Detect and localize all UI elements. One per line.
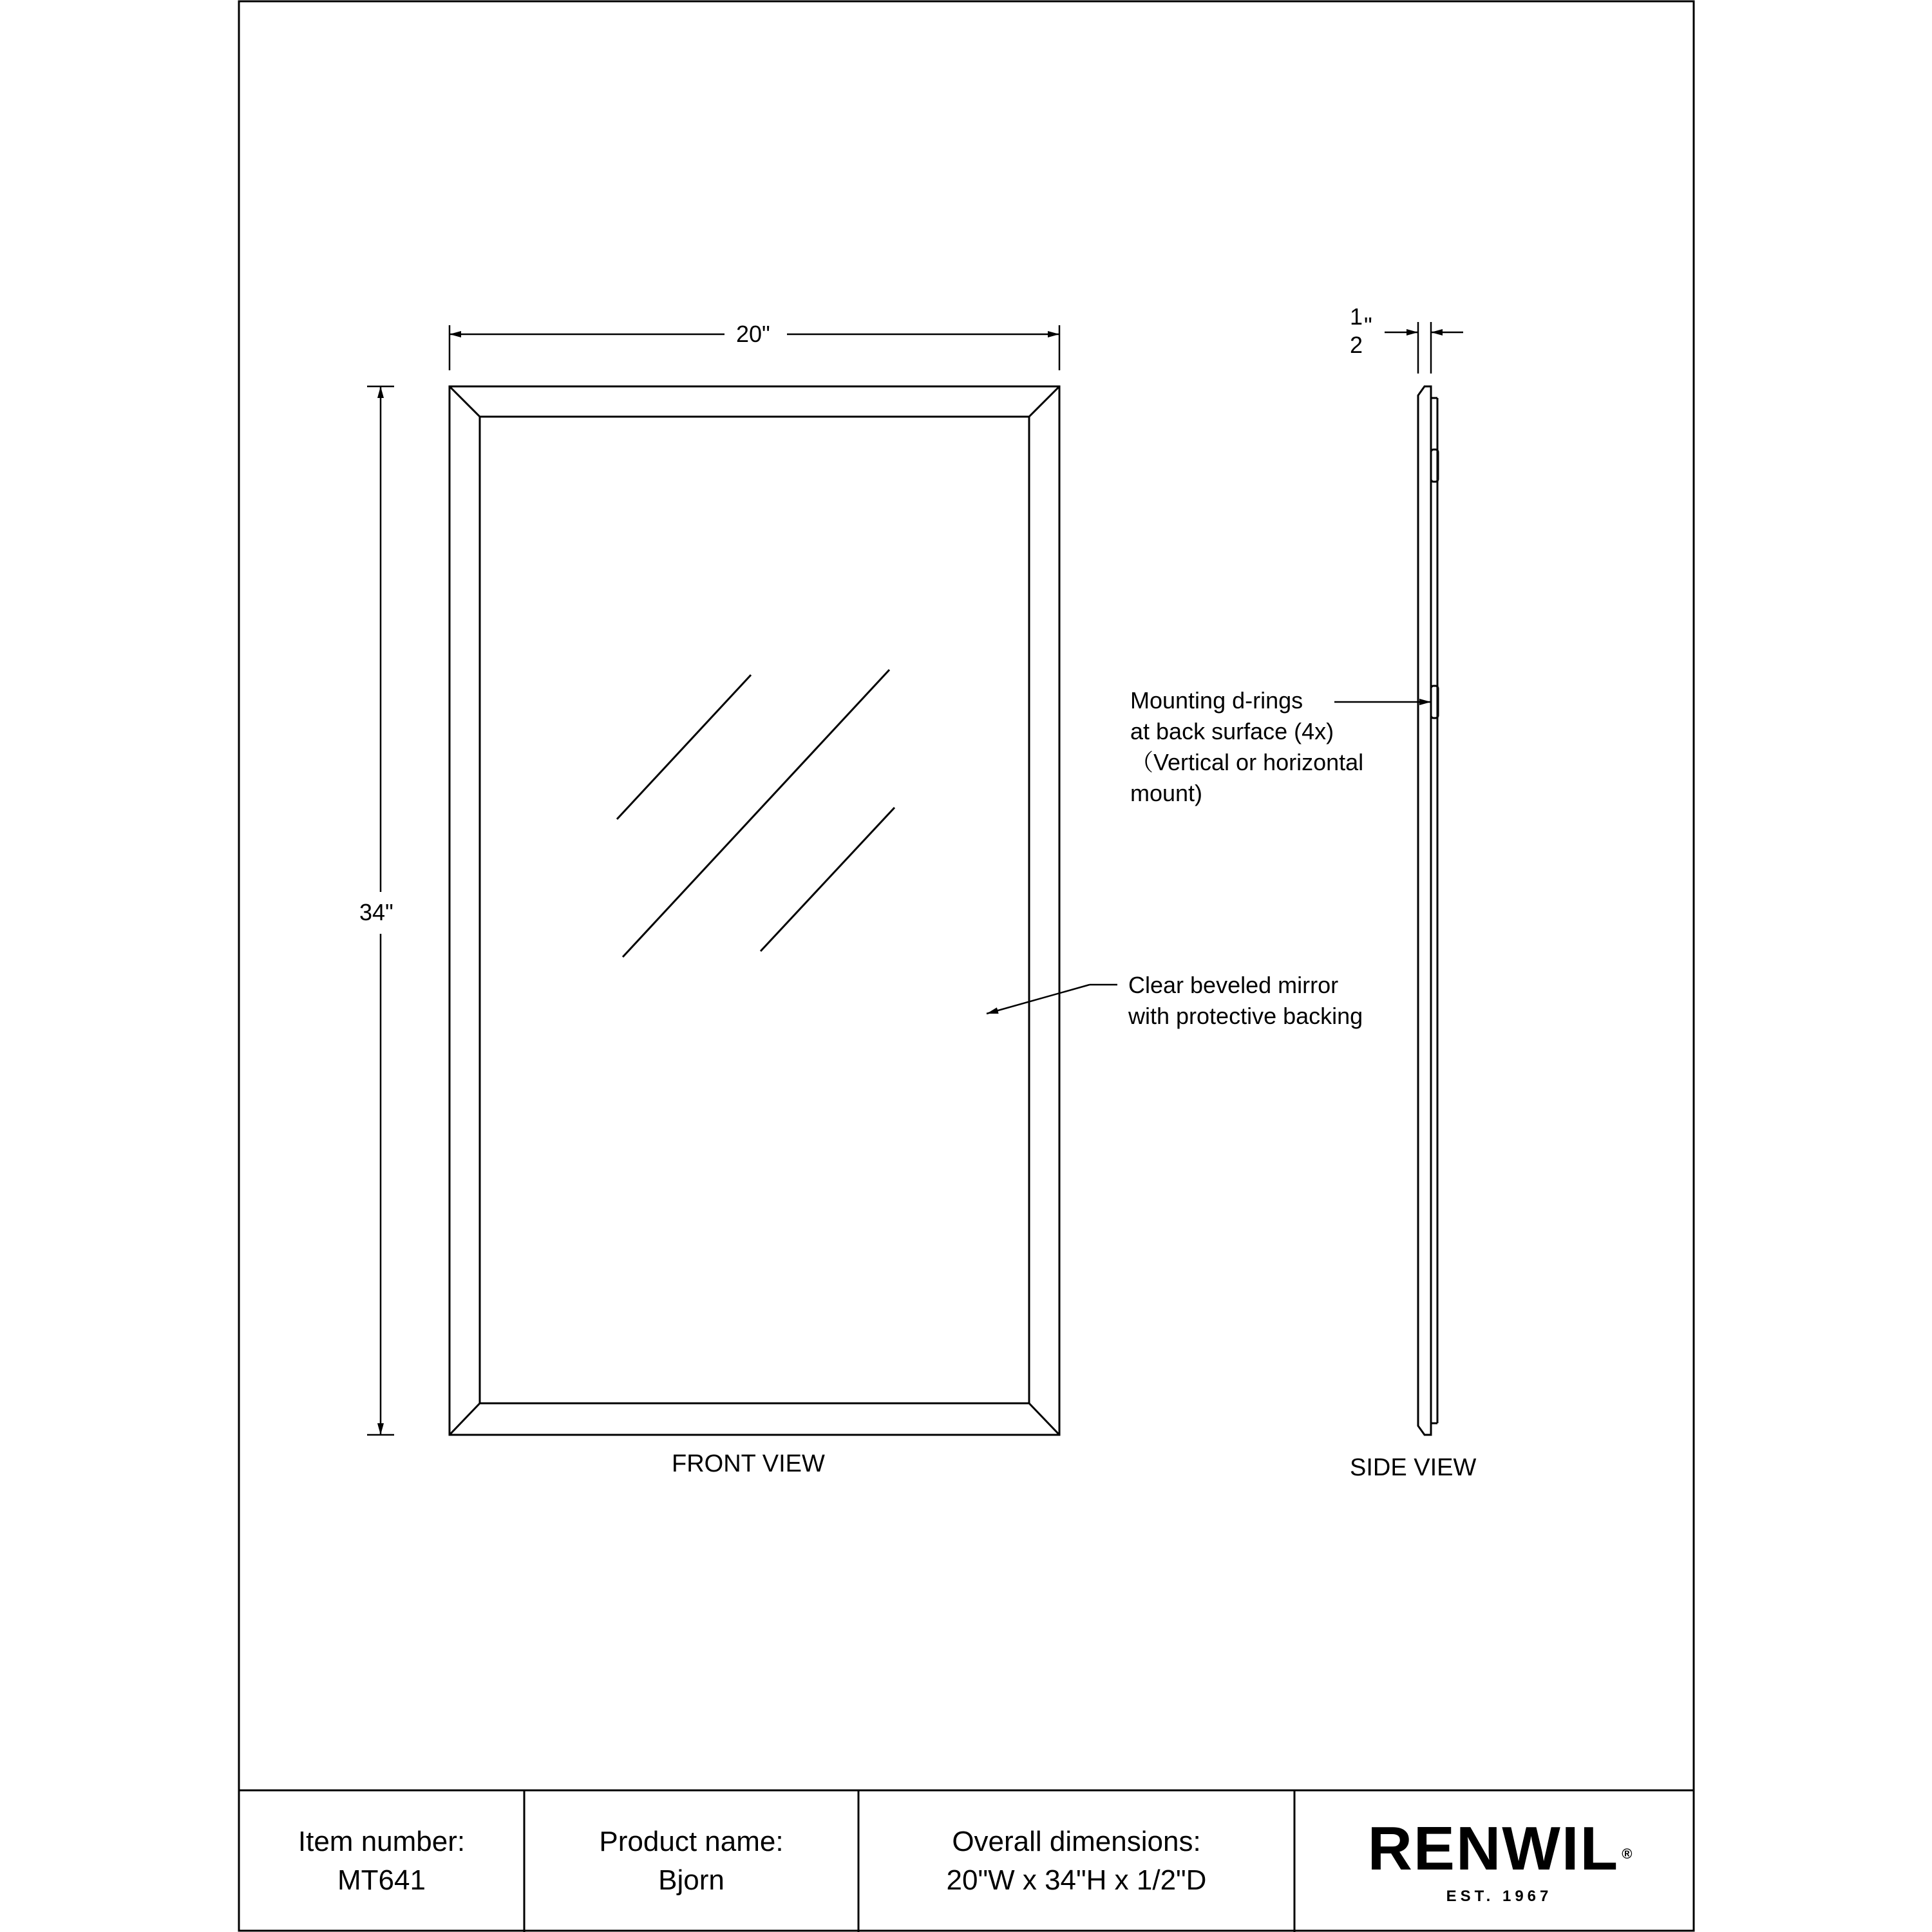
brand-tagline: EST. 1967: [1446, 1888, 1553, 1905]
bevel-corner: [1029, 386, 1059, 417]
mirror-side-profile: [1418, 386, 1431, 1435]
depth-dimension: [1385, 322, 1463, 374]
item-number-label: Item number:: [298, 1826, 466, 1857]
mounting-callout-line: at back surface (4x): [1130, 718, 1334, 744]
overall-dimensions-value: 20"W x 34"H x 1/2"D: [946, 1864, 1207, 1896]
brand-wordmark: [1367, 1814, 1634, 1883]
mirror-callout-leader: [987, 985, 1117, 1014]
brand-logo: [1300, 1790, 1699, 1932]
bevel-corner: [450, 386, 480, 417]
mounting-callout-line: （Vertical or horizontal: [1130, 749, 1364, 775]
item-number-value: MT641: [337, 1864, 426, 1896]
product-name-label: Product name:: [599, 1826, 784, 1857]
reflection-line: [623, 670, 889, 957]
sheet-border: [239, 1, 1694, 1931]
reflection-line: [761, 808, 895, 951]
item-number-cell: [239, 1790, 524, 1932]
front-view-mirror: [450, 386, 1059, 1435]
leader-arrow: [987, 985, 1090, 1014]
overall-dimensions-label: Overall dimensions:: [952, 1826, 1201, 1857]
reflection-line: [617, 675, 751, 819]
mirror-outer-edge: [450, 386, 1059, 1435]
registered-mark: ®: [1622, 1846, 1634, 1862]
overall-dimensions-cell: [858, 1790, 1294, 1932]
mounting-callout-line: Mounting d-rings: [1130, 687, 1303, 714]
height-dimension-label: 34": [359, 899, 393, 925]
product-name-cell: [524, 1790, 858, 1932]
front-view-title: FRONT VIEW: [672, 1450, 825, 1477]
brand-name: RENWIL: [1367, 1814, 1620, 1883]
mirror-inner-bevel: [480, 417, 1029, 1403]
depth-denominator: 2: [1350, 332, 1363, 358]
bevel-corner: [1029, 1403, 1059, 1435]
mirror-callout-line: with protective backing: [1128, 1003, 1363, 1029]
side-view-profile: [1418, 386, 1438, 1435]
depth-inch-mark: ": [1364, 312, 1372, 339]
width-dimension-label: 20": [736, 321, 770, 347]
depth-numerator: 1: [1350, 303, 1363, 330]
side-view-title: SIDE VIEW: [1350, 1454, 1477, 1481]
mounting-callout-line: mount): [1130, 780, 1203, 806]
mirror-callout-line: Clear beveled mirror: [1128, 972, 1339, 998]
product-name-value: Bjorn: [658, 1864, 724, 1896]
glass-reflection-marks: [617, 670, 895, 957]
bevel-corner: [450, 1403, 480, 1435]
